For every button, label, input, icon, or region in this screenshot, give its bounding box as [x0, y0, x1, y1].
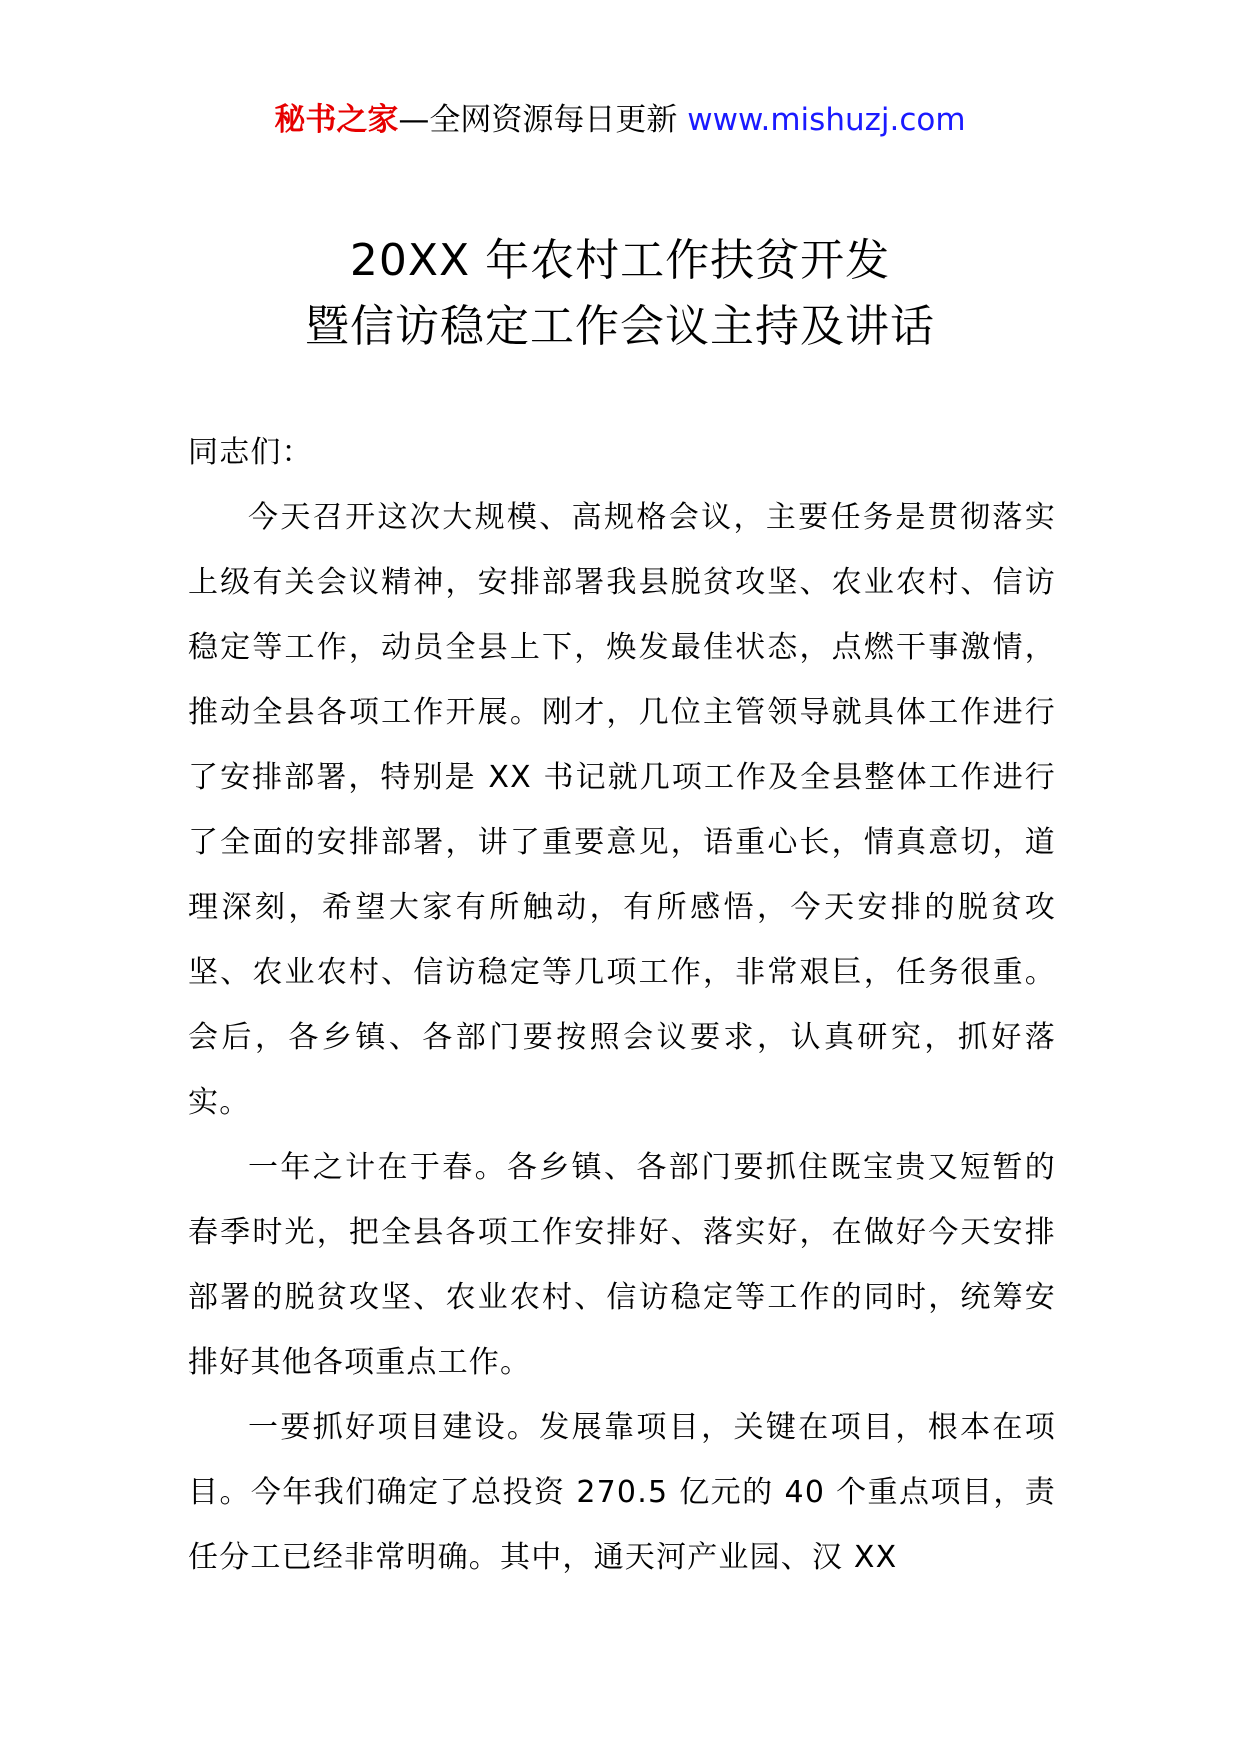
- site-tagline: —全网资源每日更新: [398, 102, 688, 138]
- paragraph-1: 今天召开这次大规模、高规格会议，主要任务是贯彻落实上级有关会议精神，安排部署我县脱贫攻坚、农业农村、信访稳定等工作，动员全县上下，焕发最佳状态，点燃干事激情，推动全县各项工作开展。刚才，几位主管领导就具体工作进行了安排部署，特别是 XX 书记就几项工作及全县整体工作进行了全面的安排部署，讲了重要意见，语重心长，情真意切，道理深刻，希望大家有所触动，有所感悟，今天安排的脱贫攻坚、农业农村、信访稳定等几项工作，非常艰巨，任务很重。会后，各乡镇、各部门要按照会议要求，认真研究，抓好落实。: [188, 500, 1056, 1120]
- site-header: [0, 100, 1240, 140]
- title-line-1: 20XX 年农村工作扶贫开发: [349, 235, 891, 286]
- document-body: [188, 420, 1056, 1590]
- title-line-2: 暨信访稳定工作会议主持及讲话: [305, 301, 935, 352]
- site-brand: 秘书之家: [274, 102, 399, 138]
- paragraph-2: 一年之计在于春。各乡镇、各部门要抓住既宝贵又短暂的春季时光，把全县各项工作安排好、落实好，在做好今天安排部署的脱贫攻坚、农业农村、信访稳定等工作的同时，统筹安排好其他各项重点工作。: [188, 1150, 1056, 1380]
- document-title: [0, 228, 1240, 360]
- salutation: 同志们：: [188, 435, 313, 470]
- paragraph-3: 一要抓好项目建设。发展靠项目，关键在项目，根本在项目。今年我们确定了总投资 270.5 亿元的 40 个重点项目，责任分工已经非常明确。其中，通天河产业园、汉 XX: [188, 1410, 1056, 1575]
- site-url-link[interactable]: www.mishuzj.com: [687, 102, 966, 138]
